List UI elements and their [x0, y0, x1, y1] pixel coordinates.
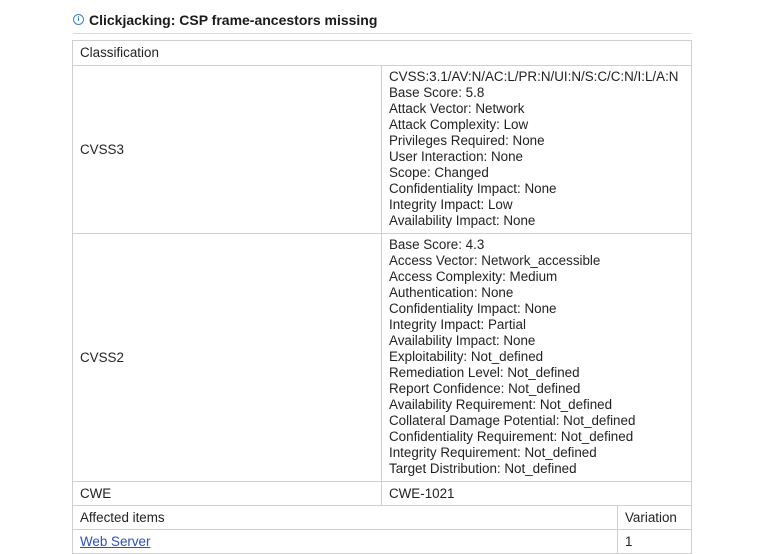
detail-line: Availability Requirement: Not_defined — [389, 397, 613, 412]
cwe-label: CWE — [73, 482, 382, 506]
detail-line: Availability Impact: None — [389, 213, 536, 228]
detail-line: Base Score: 5.8 — [389, 85, 485, 100]
affected-heading: Affected items — [73, 506, 618, 530]
section-header — [73, 12, 377, 28]
cvss2-label: CVSS2 — [73, 234, 382, 482]
affected-items-table — [72, 505, 692, 554]
cvss3-details — [389, 69, 684, 229]
affected-heading-row — [73, 506, 692, 530]
detail-line: Access Complexity: Medium — [389, 269, 558, 284]
detail-line: Authentication: None — [389, 285, 514, 300]
detail-line: CVSS:3.1/AV:N/AC:L/PR:N/UI:N/S:C/C:N/I:L/A:N — [389, 69, 679, 84]
detail-line: Confidentiality Requirement: Not_defined — [389, 429, 634, 444]
classification-table — [72, 40, 692, 506]
detail-line: Integrity Impact: Partial — [389, 317, 526, 332]
page-title: Clickjacking: CSP frame-ancestors missing — [89, 12, 378, 28]
table-row — [73, 530, 692, 554]
detail-line: User Interaction: None — [389, 149, 523, 164]
detail-line: Confidentiality Impact: None — [389, 301, 557, 316]
detail-line: Base Score: 4.3 — [389, 237, 485, 252]
affected-item-variation: 1 — [618, 530, 692, 554]
detail-line: Collateral Damage Potential: Not_defined — [389, 413, 636, 428]
detail-line: Remediation Level: Not_defined — [389, 365, 580, 380]
cvss2-row — [73, 234, 692, 482]
title-divider — [73, 33, 691, 34]
detail-line: Availability Impact: None — [389, 333, 536, 348]
detail-line: Attack Complexity: Low — [389, 117, 529, 132]
variation-heading: Variation — [618, 506, 692, 530]
detail-line: Report Confidence: Not_defined — [389, 381, 581, 396]
info-icon: i — [73, 14, 84, 25]
detail-line: Scope: Changed — [389, 165, 489, 180]
classification-heading-row — [73, 41, 692, 66]
detail-line: Confidentiality Impact: None — [389, 181, 557, 196]
affected-item-link[interactable]: Web Server — [80, 533, 151, 549]
cvss3-row — [73, 66, 692, 234]
detail-line: Integrity Impact: Low — [389, 197, 513, 212]
cwe-row — [73, 482, 692, 506]
detail-line: Integrity Requirement: Not_defined — [389, 445, 597, 460]
classification-heading: Classification — [73, 41, 692, 66]
detail-line: Privileges Required: None — [389, 133, 545, 148]
detail-line: Exploitability: Not_defined — [389, 349, 544, 364]
cvss2-details — [389, 237, 684, 477]
cwe-value: CWE-1021 — [382, 482, 692, 506]
cvss3-label: CVSS3 — [73, 66, 382, 234]
detail-line: Attack Vector: Network — [389, 101, 525, 116]
detail-line: Target Distribution: Not_defined — [389, 461, 577, 476]
detail-line: Access Vector: Network_accessible — [389, 253, 601, 268]
